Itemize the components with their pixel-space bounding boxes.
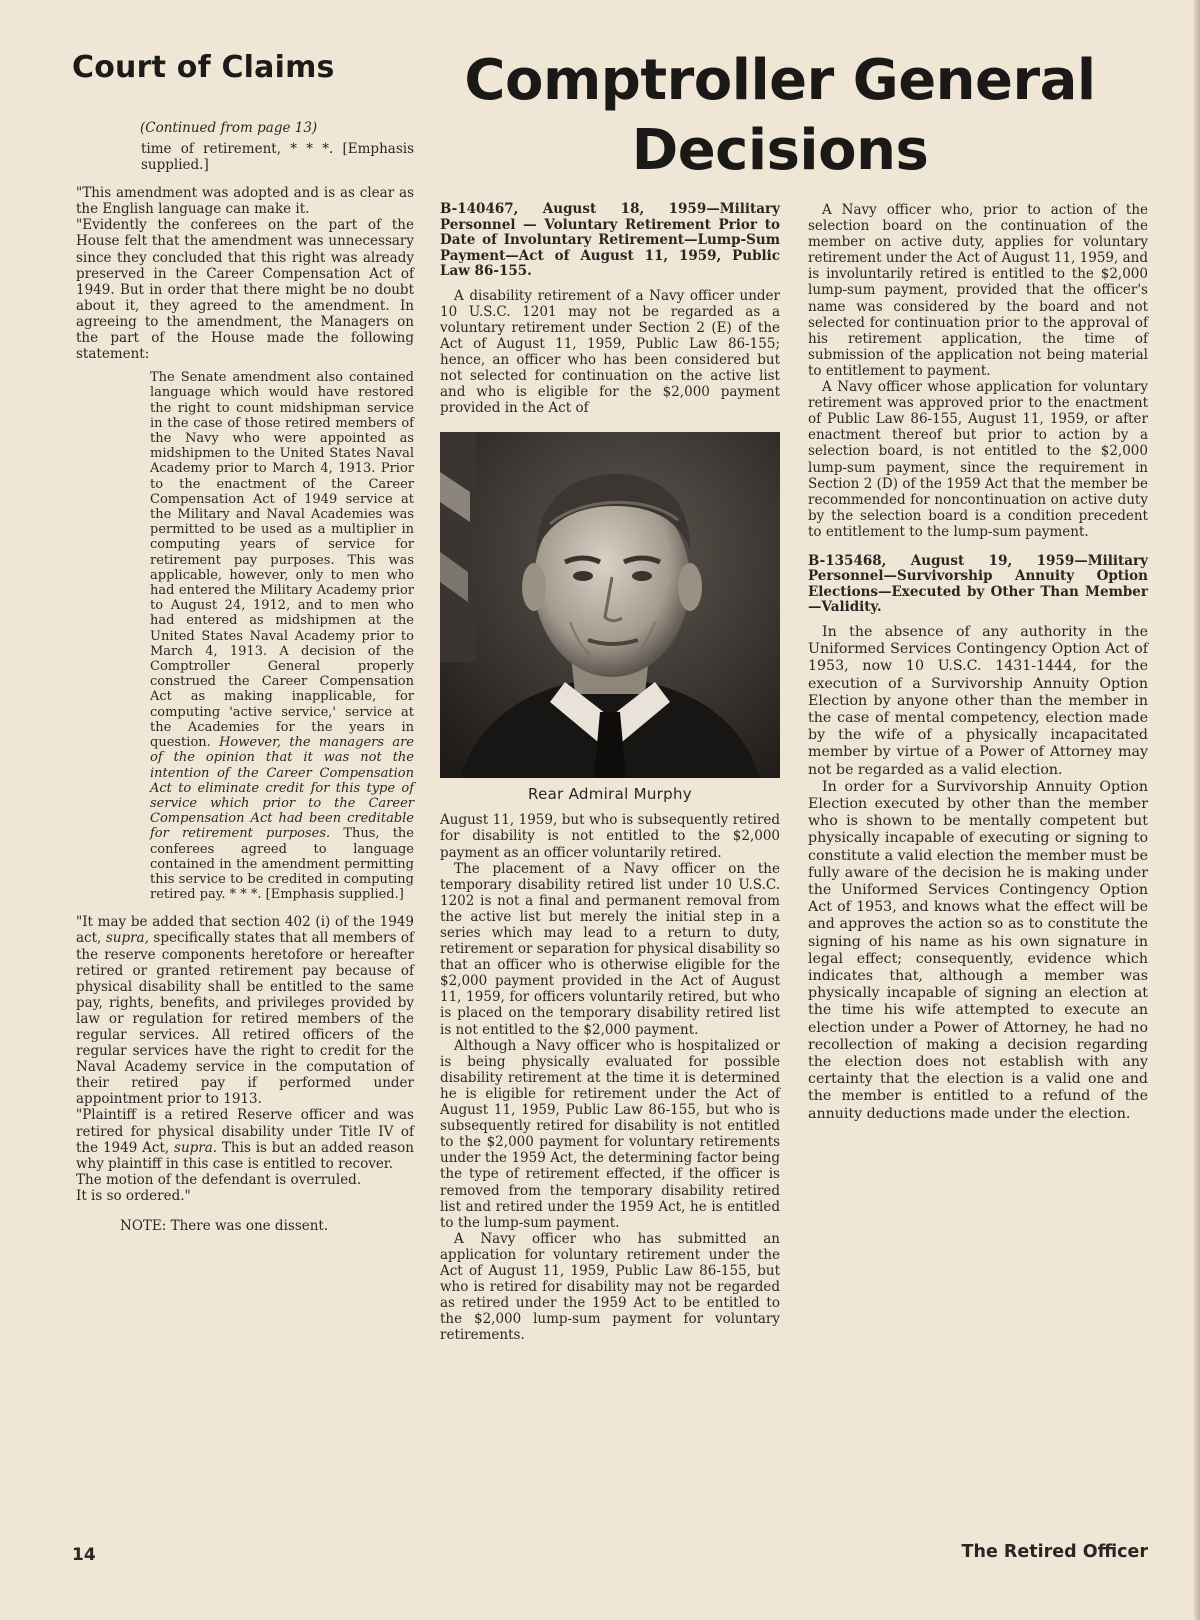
page-title-line1: Comptroller General [464,48,1096,113]
portrait-photo [440,432,780,778]
paragraph: "Evidently the conferees on the part of the House felt that the amendment was unnecessary since they concluded that this right was already preserved in the Career Compensation Act of 1949. But in order that there might be no doubt about it, they agreed to the amendment. In agreeing to the amendment, the Managers on the part of the House made the following statement: [76,217,414,363]
decision-heading: B-135468, August 19, 1959—Military Personnel—Survivorship Annuity Option Elections—Executed by Other Than Member—Validity. [808,552,1148,616]
portrait-illustration [440,432,780,778]
paragraph: In the absence of any authority in the Uniformed Services Contingency Option Act of 1953, now 10 U.S.C. 1431-1444, for the execution of a Survivorship Annuity Option Election by anyone other than the member in the case of mental competency, election made by the wife of a physically incapacitated member by virtue of a Power of Attorney may not be regarded as a valid election. [808,623,1148,778]
continued-note: (Continued from page 13) [140,120,318,136]
paragraph: The placement of a Navy officer on the temporary disability retired list under 10 U.S.C. 1202 is not a final and permanent removal from the active list but merely the initial step in a series which may lead to a return to duty, retirement or separation for physical disability so that an officer who is otherwise eligible for the $2,000 payment provided in the Act of August 11, 1959, for officers voluntarily retired, but who is placed on the temporary disability retired list is not entitled to the $2,000 payment. [440,860,780,1038]
paragraph-lead: time of retirement, * * *. [Emphasis supplied.] [141,141,414,174]
paragraph [76,914,414,1107]
decision-column-right [808,202,1148,1123]
paragraph: A Navy officer who has submitted an application for voluntary retirement under the Act of August 11, 1959, Public Law 86-155, but who is retired for disability may not be regarded as retired under the 1959 Act to be entitled to the $2,000 lump-sum payment for voluntary retirements. [440,1230,780,1344]
paragraph-emphasis: supra, [105,930,149,947]
decision-column-middle [440,202,780,1343]
page-number: 14 [72,1545,96,1565]
decision-heading: B-140467, August 18, 1959—Military Personnel — Voluntary Retirement Prior to Date of Involuntary Retirement—Lump-Sum Payment—Act of August 11, 1959, Public Law 86-155. [440,201,780,279]
paragraph: A Navy officer whose application for voluntary retirement was approved prior to the enactment of Public Law 86-155, August 11, 1959, or after enactment thereof but prior to action by a selection board, is not entitled to the $2,000 lump-sum payment, since the requirement in Section 2 (D) of the 1959 Act that the member be recommended for noncontinuation on active duty by the selection board is a condition precedent to entitlement to the lump-sum payment. [808,379,1148,540]
paragraph: August 11, 1959, but who is subsequently retired for disability is not entitled to the $2,000 payment as an officer voluntarily retired. [440,812,780,861]
quote-text: The Senate amendment also contained language which would have restored the right to count midshipman service in the case of those retired members of the Navy who were appointed as midshipmen to the United States Naval Academy prior to March 4, 1913. Prior to the enactment of the Career Compensation Act of 1949 service at the Military and Naval Academies was permitted to be used as a multiplier in computing years of service for retirement pay purposes. This was applicable, however, only to men who had entered the Military Academy prior to August 24, 1912, and to men who had entered as midshipmen at the United States Naval Academy prior to March 4, 1913. A decision of the Comptroller General properly construed the Career Compensation Act as making inapplicable, for computing 'active service,' service at the Academies for the years in question. [150,370,414,751]
paragraph-text: "Plaintiff is a retired Reserve officer and was retired for physical disability under Title IV of the 1949 Act, [76,1107,414,1156]
court-of-claims-column [76,141,414,1234]
portrait-figure [440,432,780,802]
quote-text: Thus, the conferees agreed to language contained in the amendment permitting this service to be credited in computing retired pay. * * *. [Emphasis supplied.] [150,826,414,903]
paragraph [76,1107,414,1171]
paragraph: "This amendment was adopted and is as clear as the English language can make it. [76,185,414,218]
quote-emphasis: However, the managers are of the opinion that it was not the intention of the Career Compensation Act to eliminate credit for this type of service which prior to the Career Compensation Act had been creditable for retirement purposes. [150,735,414,842]
dissent-note: NOTE: There was one dissent. [120,1218,329,1235]
paragraph: The motion of the defendant is overruled. [76,1171,362,1188]
page-title [420,46,1140,186]
photo-caption: Rear Admiral Murphy [528,785,692,804]
paragraph: In order for a Survivorship Annuity Option Election executed by other than the member who is shown to be mentally competent but physically incapable of executing or signing to constitute a valid election the member must be fully aware of the decision he is making under the Uniformed Services Contingency Option Act of 1953, and knows what the effect will be and approves the action so as to constitute the signing of his name as his own signature in legal effect; consequently, evidence which indicates that, although a member was physically incapable of signing an election at the time his wife attempted to execute an election under a Power of Attorney, he had no recollection of making a decision regarding the election does not establish with any certainty that the election is a valid one and the member is entitled to a refund of the annuity deductions made under the election. [808,778,1148,1122]
paragraph: A Navy officer who, prior to action of the selection board on the continuation of the member on active duty, applies for voluntary retirement under the Act of August 11, 1959, and is involuntarily retired is entitled to the $2,000 lump-sum payment, provided that the officer's name was considered by the board and not selected for continuation prior to the approval of his retirement application, the time of submission of the application not being material to entitlement to payment. [808,202,1148,379]
paragraph: It is so ordered." [76,1187,191,1204]
paragraph: A disability retirement of a Navy officer under 10 U.S.C. 1201 may not be regarded as a voluntary retirement under Section 2 (E) of the Act of August 11, 1959, Public Law 86-155; hence, an officer who has been considered but not selected for continuation on the active list and who is eligible for the $2,000 payment provided in the Act of [440,287,780,417]
block-quote [150,370,414,902]
page-edge [1194,0,1200,1620]
publication-title: The Retired Officer [961,1542,1148,1562]
paragraph-text: This is but an added reason why plaintiff in this case is entitled to recover. [76,1139,415,1172]
section-title-court-of-claims: Court of Claims [72,50,335,85]
paragraph: Although a Navy officer who is hospitalized or is being physically evaluated for possible disability retirement at the time it is determined he is eligible for retirement under the Act of August 11, 1959, Public Law 86-155, but who is subsequently retired for disability is not entitled to the $2,000 payment for voluntary retirements under the 1959 Act, the determining factor being the type of retirement effected, if the officer is removed from the temporary disability retired list and retired under the 1959 Act, he is entitled to the lump-sum payment. [440,1037,780,1231]
paragraph-emphasis: supra. [174,1139,218,1156]
paragraph-text: specifically states that all members of the reserve components heretofore or hereafter retired or granted retirement pay because of physical disability shall be entitled to the same pay, rights, benefits, and privileges provided by law or regulation for retired members of the regular services. All retired officers of the regular services have the right to credit for the Naval Academy service in the computation of their retired pay if performed under appointment prior to 1913. [76,930,415,1108]
paragraph-text: "It may be added that section 402 (i) of the 1949 act, [76,914,414,947]
page-title-line2: Decisions [631,118,929,183]
